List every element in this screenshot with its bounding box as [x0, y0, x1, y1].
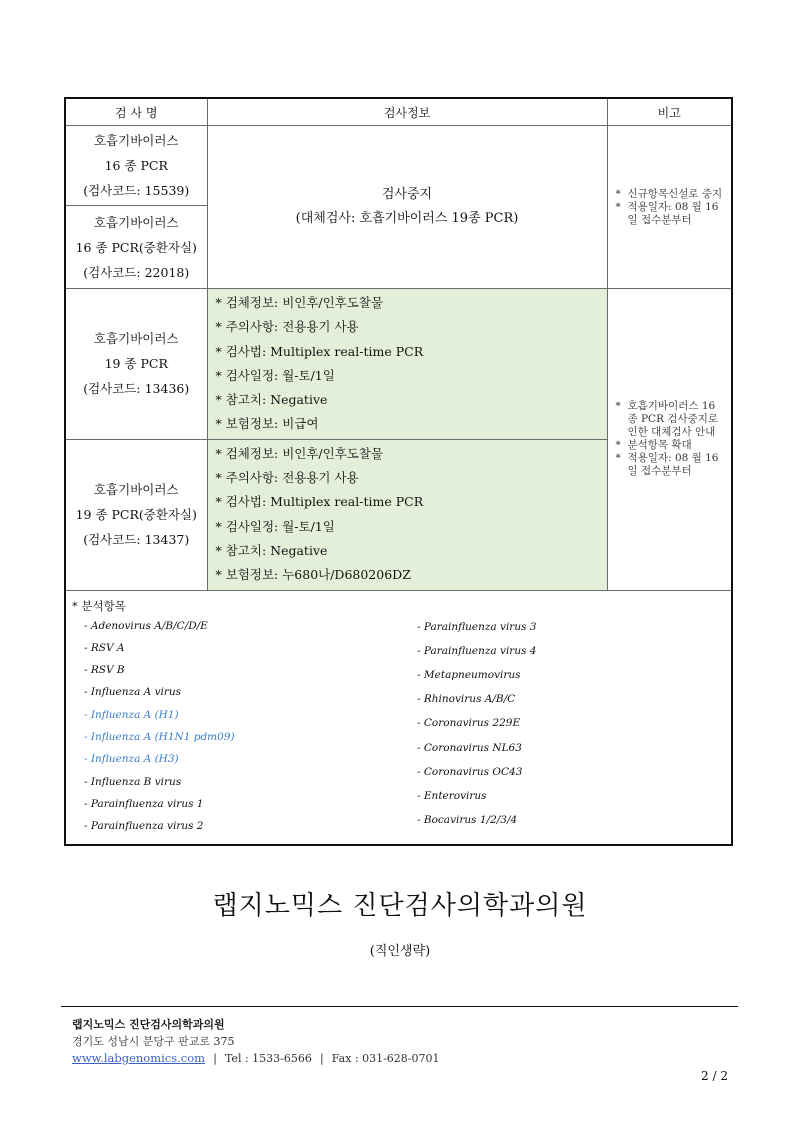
separator: | — [213, 1051, 217, 1065]
analysis-item: - Bocavirus 1/2/3/4 — [417, 814, 518, 827]
analysis-item: - Parainfluenza virus 2 — [84, 820, 204, 833]
analysis-item: - Influenza A (H1) — [84, 708, 179, 721]
page-number: 2 / 2 — [701, 1069, 728, 1083]
info-line: * 참고치: Negative — [215, 392, 328, 408]
info-line: * 보험정보: 누680나/D680206DZ — [215, 567, 411, 583]
test-name-line: 16 종 PCR — [104, 158, 168, 173]
footer-contact — [72, 1050, 440, 1067]
note-item: * 적용일자: 08 월 16 일 접수분부터 — [616, 452, 726, 478]
analysis-item: - Rhinovirus A/B/C — [417, 693, 516, 706]
header-note: 비고 — [607, 98, 732, 126]
note-item: * 적용일자: 08 월 16 일 접수분부터 — [616, 201, 726, 227]
test-name-line: 16 종 PCR(중환자실) — [75, 239, 197, 255]
analysis-list-left — [72, 615, 417, 838]
analysis-item: - Influenza B virus — [84, 775, 182, 788]
analysis-item: - Metapneumovirus — [417, 668, 521, 681]
test-info-13436 — [207, 289, 607, 440]
analysis-item: - Parainfluenza virus 1 — [84, 797, 204, 810]
test-name-line: 호흡기바이러스 — [93, 133, 179, 148]
replacement-test-label: (대체검사: 호흡기바이러스 19종 PCR) — [295, 211, 519, 226]
test-code-line: (검사코드: 13437) — [83, 532, 190, 548]
seal-omitted-note: (직인생략) — [369, 944, 431, 959]
footer-fax: Fax : 031-628-0701 — [331, 1052, 440, 1065]
analysis-item: - Coronavirus OC43 — [417, 765, 523, 778]
analysis-item: - Influenza A (H3) — [84, 753, 179, 766]
note-text: 신규항목신설로 중지 — [627, 187, 723, 200]
footer — [72, 1016, 440, 1067]
analysis-item: - Adenovirus A/B/C/D/E — [84, 619, 208, 632]
analysis-item: - Parainfluenza virus 3 — [417, 620, 537, 633]
info-line: * 검사법: Multiplex real-time PCR — [215, 343, 424, 359]
info-line: * 보험정보: 비급여 — [215, 416, 319, 432]
footer-divider — [61, 1006, 738, 1007]
footer-lab-name: 랩지노믹스 진단검사의학과의원 — [72, 1018, 225, 1031]
analysis-item: - Influenza A (H1N1 pdm09) — [84, 731, 235, 744]
analysis-items — [65, 590, 732, 844]
note-text: 적용일자: 08 월 16 일 접수분부터 — [627, 200, 719, 226]
test-info-table — [64, 97, 733, 846]
test-code-line: (검사코드: 22018) — [83, 264, 190, 280]
analysis-title: * 분석항목 — [72, 598, 126, 613]
analysis-item: - Coronavirus NL63 — [417, 741, 522, 754]
footer-address: 경기도 성남시 분당구 판교로 375 — [72, 1035, 235, 1048]
analysis-item: - RSV A — [84, 641, 125, 654]
test-name-line: 19 종 PCR — [104, 356, 168, 372]
footer-tel: Tel : 1533-6566 — [224, 1052, 312, 1065]
note-text: 호흡기바이러스 16 종 PCR 검사중지로 인한 대체검사 안내 — [627, 400, 719, 439]
header-test-name: 검 사 명 — [65, 98, 207, 126]
analysis-list-right — [417, 615, 725, 838]
note-text: 분석항목 확대 — [627, 439, 692, 452]
test-code-line: (검사코드: 13436) — [83, 381, 190, 397]
separator: | — [319, 1051, 324, 1065]
analysis-item: - Coronavirus 229E — [417, 717, 521, 730]
note-item: * 호흡기바이러스 16 종 PCR 검사중지로 인한 대체검사 안내 — [616, 400, 726, 439]
info-line: * 주의사항: 전용용기 사용 — [215, 470, 359, 486]
lab-title: 랩지노믹스 진단검사의학과의원 — [212, 891, 588, 921]
test-name-13437 — [65, 439, 207, 590]
info-line: * 검체정보: 비인후/인후도찰물 — [215, 295, 384, 310]
header-test-info: 검사정보 — [207, 98, 607, 126]
test-name-line: 호흡기바이러스 — [93, 482, 179, 498]
info-line: * 검사법: Multiplex real-time PCR — [215, 494, 424, 510]
note-replacement — [607, 289, 732, 591]
analysis-item: - Influenza A virus — [84, 686, 182, 699]
analysis-item: - RSV B — [84, 664, 125, 677]
suspended-info — [207, 126, 607, 289]
note-item: * 분석항목 확대 — [615, 439, 692, 452]
info-line: * 검체정보: 비인후/인후도찰물 — [215, 445, 384, 461]
website-link[interactable]: www.labgenomics.com — [72, 1051, 206, 1065]
note-text: 적용일자: 08 월 16 일 접수분부터 — [627, 452, 719, 478]
analysis-item: - Parainfluenza virus 4 — [417, 644, 537, 657]
test-code-line: (검사코드: 15539) — [83, 183, 190, 198]
test-name-13436 — [65, 289, 207, 440]
info-line: * 검사일정: 월-토/1일 — [215, 518, 335, 534]
info-line: * 주의사항: 전용용기 사용 — [215, 319, 359, 335]
info-line: * 검사일정: 월-토/1일 — [215, 367, 335, 383]
info-line: * 참고치: Negative — [215, 542, 328, 558]
test-name-line: 호흡기바이러스 — [93, 214, 179, 230]
suspend-label: 검사중지 — [381, 187, 433, 202]
note-item: * 신규항목신설로 중지 — [615, 187, 723, 200]
test-name-line: 호흡기바이러스 — [93, 331, 179, 347]
test-name-line: 19 종 PCR(중환자실) — [75, 507, 197, 523]
test-info-13437 — [207, 439, 607, 590]
test-name-22018 — [65, 206, 207, 289]
analysis-item: - Enterovirus — [417, 789, 487, 802]
note-suspend — [607, 126, 732, 289]
test-name-15539 — [65, 126, 207, 206]
